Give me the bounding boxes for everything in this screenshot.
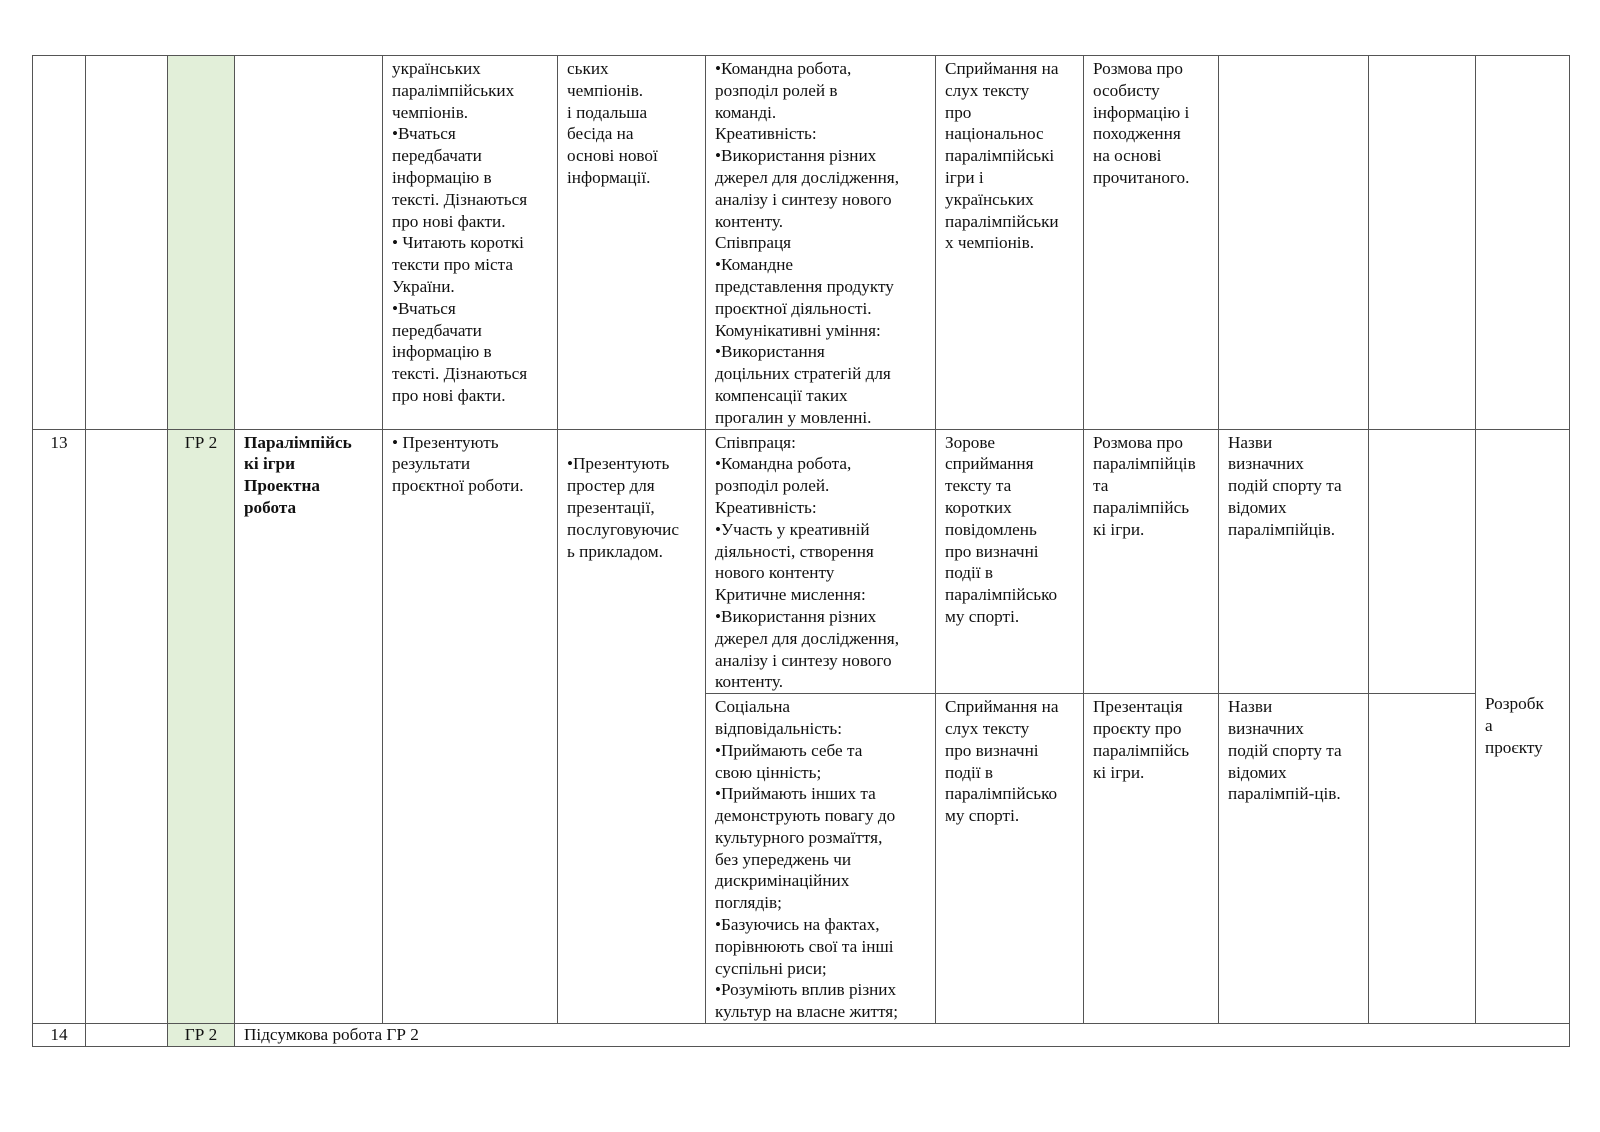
notes-cell <box>1476 56 1570 430</box>
productive-cell: Розмова про паралімпійців та паралімпійсь кі ігри. <box>1084 429 1219 694</box>
grammar-focus-cell <box>1369 694 1476 1024</box>
topic-cell: Паралімпійсь кі ігри Проектна робота <box>235 429 383 1024</box>
lesson-number-cell: 14 <box>33 1024 86 1047</box>
grammar-focus-cell <box>1369 56 1476 430</box>
activities-cell: ських чемпіонів. і подальша бесіда на основі нової інформації. <box>558 56 706 430</box>
topic-cell <box>235 56 383 430</box>
notes-cell: Розробк а проєкту <box>1476 429 1570 1024</box>
receptive-cell: Зорове сприймання тексту та коротких повідомлень про визначні події в паралімпійсько му спорті. <box>936 429 1084 694</box>
table-row <box>33 429 1570 694</box>
productive-cell: Презентація проєкту про паралімпійсь кі ігри. <box>1084 694 1219 1024</box>
lesson-plan-table <box>32 55 1570 1047</box>
vocabulary-cell <box>1219 56 1369 430</box>
grammar-cell: ГР 2 <box>168 429 235 1024</box>
table-row <box>33 56 1570 430</box>
productive-cell: Розмова про особисту інформацію і походження на основі прочитаного. <box>1084 56 1219 430</box>
grammar-focus-cell <box>1369 429 1476 694</box>
lesson-number-cell: 13 <box>33 429 86 1024</box>
vocabulary-cell: Назви визначних подій спорту та відомих паралімпійців. <box>1219 429 1369 694</box>
vocabulary-cell: Назви визначних подій спорту та відомих паралімпій-ців. <box>1219 694 1369 1024</box>
key-competences-cell: Соціальна відповідальність: •Приймають себе та свою цінність; •Приймають інших та демонструють повагу до культурного розмаїття, без упереджень чи дискримінаційних поглядів; •Базуючись на фактах, порівнюють свої та інші суспільні риси; •Розуміють вплив різних культур на власне життя; <box>706 694 936 1024</box>
receptive-cell: Сприймання на слух тексту про визначні події в паралімпійсько му спорті. <box>936 694 1084 1024</box>
grammar-cell: ГР 2 <box>168 1024 235 1047</box>
lesson-number-cell <box>33 56 86 430</box>
learning-outcomes-cell: • Презентують результати проєктної роботи. <box>383 429 558 1024</box>
table-row <box>33 1024 1570 1047</box>
date-cell <box>86 56 168 430</box>
date-cell <box>86 1024 168 1047</box>
learning-outcomes-cell: українських паралімпійських чемпіонів. •Вчаться передбачати інформацію в тексті. Дізнаються про нові факти. • Читають короткі тексти про міста України. •Вчаться передбачати інформацію в тексті. Дізнаються про нові факти. <box>383 56 558 430</box>
summary-cell: Підсумкова робота ГР 2 <box>235 1024 1570 1047</box>
key-competences-cell: Співпраця: •Командна робота, розподіл ролей. Креативність: •Участь у креативній діяльності, створення нового контенту Критичне мислення: •Використання різних джерел для дослідження, аналізу і синтезу нового контенту. <box>706 429 936 694</box>
grammar-cell <box>168 56 235 430</box>
key-competences-cell: •Командна робота, розподіл ролей в команді. Креативність: •Використання різних джерел для дослідження, аналізу і синтезу нового контенту. Співпраця •Командне представлення продукту проєктної діяльності. Комунікативні уміння: •Використання доцільних стратегій для компенсації таких прогалин у мовленні. <box>706 56 936 430</box>
receptive-cell: Сприймання на слух тексту про національнос паралімпійські ігри і українських паралімпійськи х чемпіонів. <box>936 56 1084 430</box>
activities-cell: •Презентують простер для презентації, послуговуючис ь прикладом. <box>558 429 706 1024</box>
date-cell <box>86 429 168 1024</box>
